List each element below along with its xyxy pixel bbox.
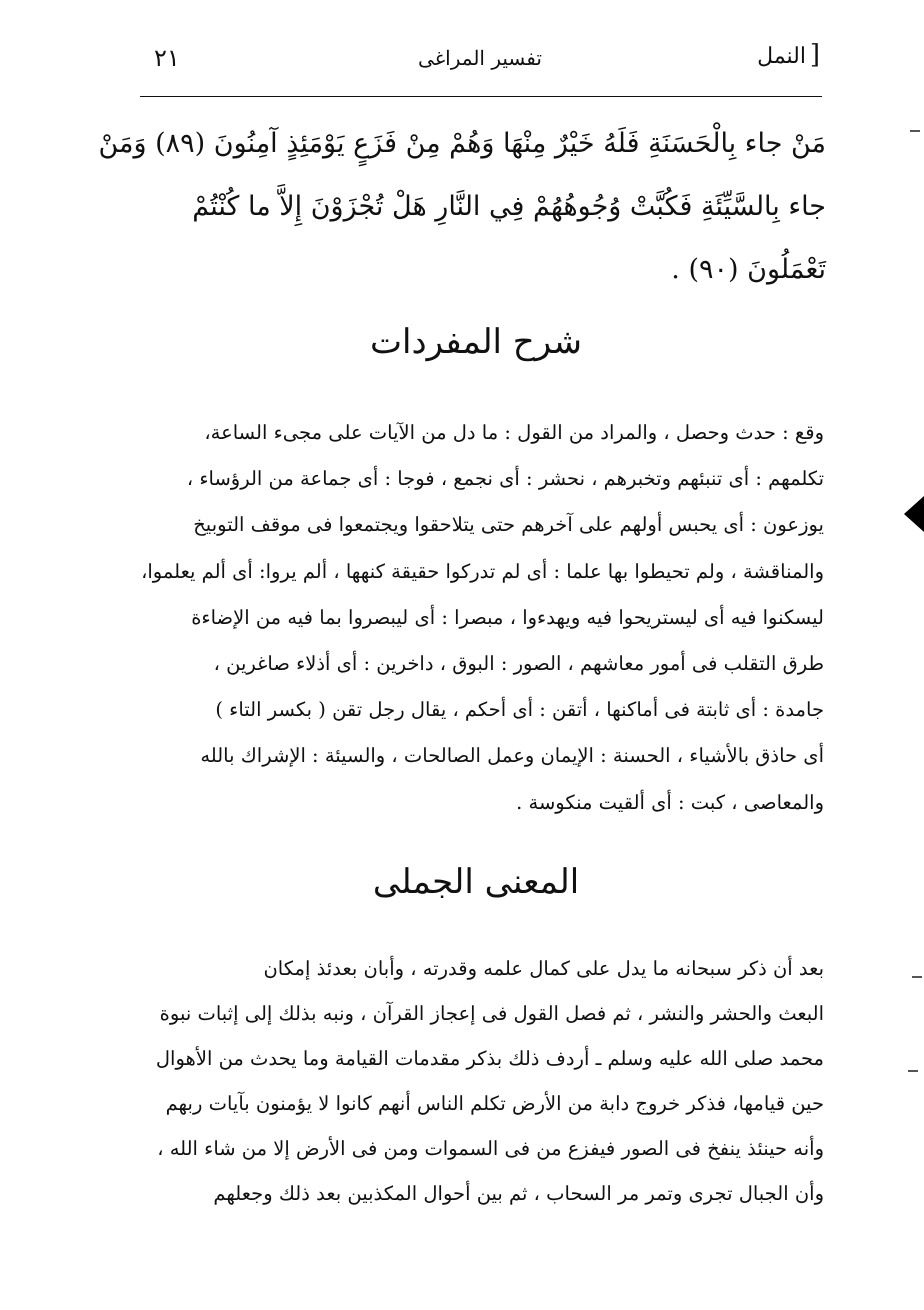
page-number: ٢١ — [154, 44, 180, 72]
text-line: والمناقشة ، ولم تحيطوا بها علما : أى لم تدركوا حقيقة كنهها ، ألم يروا: أى ألم يعلموا، — [141, 559, 824, 583]
verse-line: تَعْمَلُونَ (٩٠) . — [671, 254, 826, 285]
text-line: حين قيامها، فذكر خروج دابة من الأرض تكلم الناس أنهم كانوا لا يؤمنون بآيات ربهم — [165, 1092, 824, 1115]
text-line: وقع : حدث وحصل ، والمراد من القول : ما دل من الآيات على مجىء الساعة، — [204, 421, 824, 444]
section-heading-vocabulary: شرح المفردات — [369, 322, 583, 362]
text-line: والمعاصى ، كبت : أى ألقيت منكوسة . — [516, 790, 824, 814]
book-title: تفسير المراغى — [418, 46, 542, 70]
verse-line: جاء بِالسَّيِّئَةِ فَكُبَّتْ وُجُوهُهُمْ فِي النَّارِ هَلْ تُجْزَوْنَ إِلاَّ ما كُنْتُمْ — [192, 191, 826, 222]
text-line: أى حاذق بالأشياء ، الحسنة : الإيمان وعمل الصالحات ، والسيئة : الإشراك بالله — [200, 744, 824, 768]
header-bracket: ] — [809, 40, 820, 70]
header-rule — [140, 96, 822, 97]
text-line: تكلمهم : أى تنبئهم وتخبرهم ، نحشر : أى نجمع ، فوجا : أى جماعة من الرؤساء ، — [186, 467, 824, 491]
text-line: يوزعون : أى يحبس أولهم على آخرهم حتى يتلاحقوا ويجتمعوا فى موقف التوبيخ — [193, 513, 824, 537]
scan-edge-tick — [912, 976, 922, 978]
summary-paragraph — [128, 946, 824, 1216]
text-line: محمد صلى الله عليه وسلم ـ أردف ذلك بذكر مقدمات القيامة وما يحدث من الأهوال — [155, 1047, 824, 1070]
text-line: ليسكنوا فيه أى ليستريحوا فيه ويهدءوا ، مبصرا : أى ليبصروا بما فيه من الإضاءة — [191, 605, 824, 629]
text-line: طرق التقلب فى أمور معاشهم ، الصور : البوق ، داخرين : أى أذلاء صاغرين ، — [213, 652, 824, 676]
quran-verse — [98, 112, 826, 301]
text-line: بعد أن ذكر سبحانه ما يدل على كمال علمه وقدرته ، وأبان بعدئذ إمكان — [263, 957, 824, 980]
page-header — [140, 40, 820, 84]
verse-line: مَنْ جاء بِالْحَسَنَةِ فَلَهُ خَيْرٌ مِنْهَا وَهُمْ مِنْ فَزَعٍ يَوْمَئِذٍ آمِنُونَ (٨٩) وَمَنْ — [98, 128, 826, 159]
scan-edge-tick — [910, 130, 920, 132]
scan-edge-mark — [904, 496, 924, 532]
section-heading-summary: المعنى الجملى — [372, 862, 580, 902]
text-line: البعث والحشر والنشر ، ثم فصل القول فى إعجاز القرآن ، ونبه بذلك إلى إثبات نبوة — [159, 1002, 824, 1025]
text-line: وأن الجبال تجرى وتمر مر السحاب ، ثم بين أحوال المكذبين بعد ذلك وجعلهم — [213, 1182, 824, 1205]
scan-edge-tick — [908, 1070, 918, 1072]
text-line: جامدة : أى ثابتة فى أماكنها ، أتقن : أى أحكم ، يقال رجل تقن ( بكسر التاء ) — [215, 698, 824, 722]
surah-name: النمل — [757, 44, 806, 69]
vocabulary-paragraph — [128, 410, 824, 826]
text-line: وأنه حينئذ ينفخ فى الصور فيفزع من فى السموات ومن فى الأرض إلا من شاء الله ، — [157, 1137, 824, 1160]
